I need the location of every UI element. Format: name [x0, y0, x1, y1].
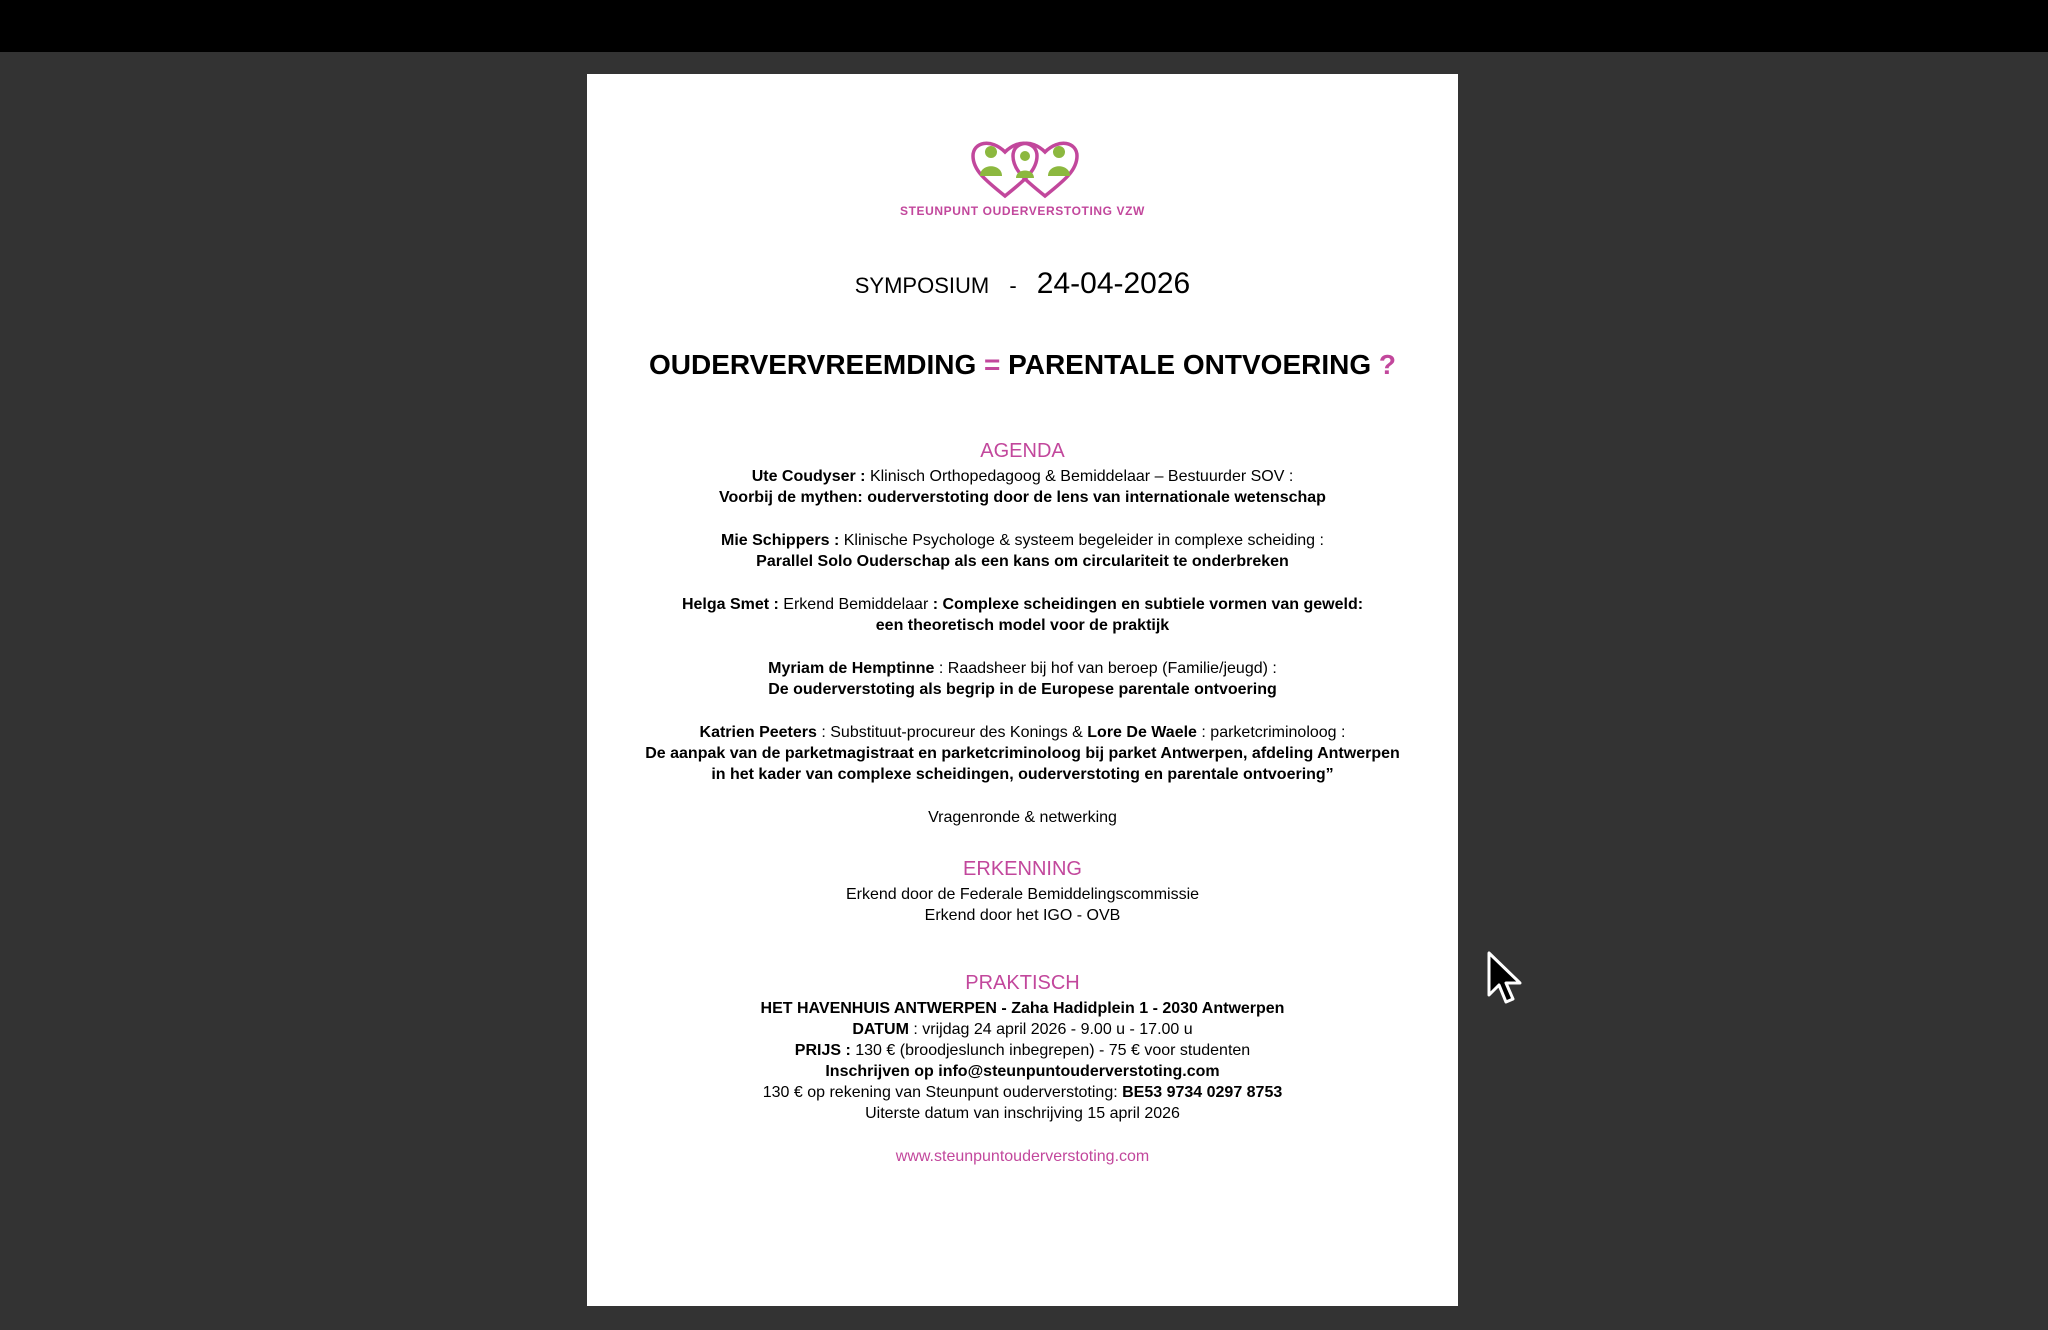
agenda-closing: Vragenronde & netwerking [928, 809, 1117, 826]
datum-label: DATUM [852, 1021, 909, 1038]
speaker-role-2: : parketcriminoloog : [1196, 724, 1346, 741]
agenda-item-4-line [587, 658, 1458, 680]
iban: BE53 9734 0297 8753 [1122, 1084, 1283, 1101]
page-title [587, 346, 1458, 384]
speaker-name: Mie Schippers : [721, 532, 840, 549]
speaker-role: : Raadsheer bij hof van beroep (Familie/jeugd) : [934, 660, 1277, 677]
agenda-item-5-topic-2: in het kader van complexe scheidingen, ouderverstoting en parentale ontvoering” [711, 766, 1334, 783]
deadline-line: Uiterste datum van inschrijving 15 april 2026 [865, 1105, 1180, 1122]
agenda-item-1-topic: Voorbij de mythen: ouderverstoting door de lens van internationale wetenschap [719, 489, 1326, 506]
agenda-item-5-topic: De aanpak van de parketmagistraat en parketcriminoloog bij parket Antwerpen, afdeling Antwerpen [645, 745, 1400, 762]
agenda-item-3-topic: een theoretisch model voor de praktijk [875, 617, 1170, 634]
agenda-heading: AGENDA [980, 440, 1065, 462]
title-question: ? [1378, 349, 1397, 380]
speaker-role: Klinisch Orthopedagoog & Bemiddelaar – Bestuurder SOV : [865, 468, 1294, 485]
symposium-line [587, 268, 1458, 302]
account-text: 130 € op rekening van Steunpunt ouderverstoting: [762, 1084, 1123, 1101]
datum-value: : vrijdag 24 april 2026 - 9.00 u - 17.00 u [908, 1021, 1193, 1038]
symposium-date: 24-04-2026 [1036, 267, 1191, 300]
speaker-role: Klinische Psychologe & systeem begeleider in complexe scheiding : [839, 532, 1324, 549]
prijs-line [587, 1040, 1458, 1062]
speaker-name: Myriam de Hemptinne [768, 660, 935, 677]
account-line [587, 1082, 1458, 1104]
speaker-role: : Substituut-procureur des Konings & [816, 724, 1088, 741]
title-part1: OUDERVERVREEMDING [648, 349, 977, 380]
logo-hearts-icon [967, 130, 1083, 210]
erkenning-heading: ERKENNING [963, 858, 1082, 880]
agenda-item-3-line [587, 594, 1458, 616]
speaker-role: Erkend Bemiddelaar [778, 596, 933, 613]
speaker-name-2: Lore De Waele [1087, 724, 1197, 741]
speaker-name: Katrien Peeters [699, 724, 817, 741]
erkenning-line-2: Erkend door het IGO - OVB [924, 907, 1121, 924]
agenda-item-4-topic: De ouderverstoting als begrip in de Europese parentale ontvoering [768, 681, 1277, 698]
agenda-item-1-line [587, 466, 1458, 488]
symposium-label: SYMPOSIUM [854, 273, 990, 298]
title-part2: PARENTALE ONTVOERING [1008, 349, 1372, 380]
prijs-label: PRIJS : [794, 1042, 851, 1059]
agenda-item-2-line [587, 530, 1458, 552]
agenda-item-2-topic: Parallel Solo Ouderschap als een kans om circulariteit te onderbreken [756, 553, 1289, 570]
title-equals: = [984, 349, 1001, 380]
prijs-value: 130 € (broodjeslunch inbegrepen) - 75 € voor studenten [850, 1042, 1251, 1059]
org-name: STEUNPUNT OUDERVERSTOTING VZW [900, 204, 1145, 218]
document-page [587, 74, 1458, 1306]
praktisch-heading: PRAKTISCH [965, 972, 1080, 994]
website-link[interactable]: www.steunpuntouderverstoting.com [895, 1148, 1150, 1165]
agenda-item-5-line [587, 722, 1458, 744]
speaker-name: Ute Coudyser : [751, 468, 866, 485]
venue-line: HET HAVENHUIS ANTWERPEN - Zaha Hadidplein 1 - 2030 Antwerpen [760, 1000, 1285, 1017]
top-bar [0, 0, 2048, 52]
speaker-name: Helga Smet : [681, 596, 779, 613]
symposium-separator: - [1009, 273, 1017, 298]
speaker-topic-inline: : Complexe scheidingen en subtiele vormen van geweld: [932, 596, 1364, 613]
mouse-pointer-icon [1486, 950, 1526, 1010]
datum-line [587, 1019, 1458, 1041]
register-line: Inschrijven op info@steunpuntouderverstoting.com [825, 1063, 1220, 1080]
erkenning-line-1: Erkend door de Federale Bemiddelingscommissie [845, 886, 1200, 903]
